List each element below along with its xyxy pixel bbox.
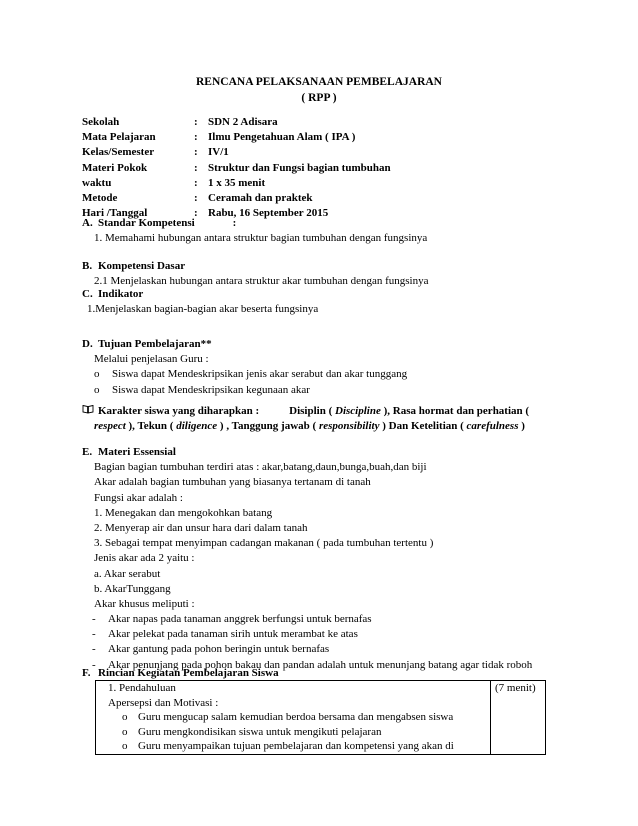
identity-key: Hari /Tanggal [82, 207, 148, 220]
bullet-marker: o [122, 711, 128, 724]
karakter-term: carefulness [466, 420, 519, 433]
materi-line: a. Akar serabut [94, 567, 161, 580]
materi-line: Akar adalah bagian tumbuhan yang biasanya tertanam di tanah [94, 476, 371, 489]
section-c-heading [82, 287, 562, 302]
section-letter: F. [82, 667, 91, 679]
title-line-2: ( RPP ) [301, 92, 337, 104]
karakter-term: respect [94, 420, 126, 433]
list-item-text: Siswa dapat Mendeskripsikan jenis akar serabut dan akar tunggang [112, 368, 408, 381]
document-title [0, 74, 638, 106]
karakter-text: ) [521, 420, 525, 433]
karakter-text: ) , Tanggung jawab ( [219, 420, 317, 433]
identity-key: Sekolah [82, 116, 120, 128]
activity-item [100, 725, 486, 740]
dash-item [82, 612, 582, 627]
dash-item-text: Akar penunjang pada pohon bakau dan pandan adalah untuk menunjang batang agar tidak roboh [108, 658, 533, 671]
dash-item [82, 642, 582, 657]
section-b-item: 2.1 Menjelaskan hubungan antara struktur akar tumbuhan dengan fungsinya [94, 275, 429, 288]
section-a-item: 1. Memahami hubungan antara struktur bagian tumbuhan dengan fungsinya [94, 232, 428, 245]
section-title: Kompetensi Dasar [98, 260, 186, 272]
section-title: Materi Essensial [98, 446, 176, 458]
list-item [82, 367, 562, 382]
section-title: Rincian Kegiatan Pembelajaran Siswa [98, 667, 279, 679]
materi-line: Bagian bagian tumbuhan terdiri atas : akar,batang,daun,bunga,buah,dan biji [94, 461, 427, 474]
materi-line: 3. Sebagai tempat menyimpan cadangan makanan ( pada tumbuhan tertentu ) [94, 537, 434, 550]
identity-value: Ceramah dan praktek [208, 191, 313, 204]
karakter-text: ), Rasa hormat dan perhatian ( [383, 405, 530, 417]
identity-value: IV/1 [208, 146, 229, 159]
dash-item-text: Akar pelekat pada tanaman sirih untuk merambat ke atas [108, 628, 358, 641]
karakter-text: ) Dan Ketelitian ( [382, 420, 464, 433]
karakter-text: Disiplin ( [289, 405, 333, 417]
section-letter: A. [82, 217, 93, 229]
identity-block [82, 115, 391, 221]
materi-line: b. AkarTunggang [94, 582, 171, 595]
section-a [82, 216, 562, 246]
section-a-heading [82, 216, 562, 231]
section-b-heading [82, 259, 562, 274]
materi-line: Fungsi akar adalah : [94, 491, 183, 504]
section-c [82, 287, 562, 317]
karakter-text: ), Tekun ( [128, 420, 174, 433]
section-c-item: 1.Menjelaskan bagian-bagian akar beserta fungsinya [87, 303, 319, 316]
karakter-section [82, 404, 562, 434]
activity-item-text: Guru mengkondisikan siswa untuk mengikuti pelajaran [138, 725, 382, 738]
list-item-text: Siswa dapat Mendeskripsikan kegunaan akar [112, 383, 310, 396]
section-d [82, 337, 562, 398]
section-e-heading [82, 445, 582, 460]
title-line-1: RENCANA PELAKSANAAN PEMBELAJARAN [196, 76, 442, 88]
activity-item-text: Guru mengucap salam kemudian berdoa bersama dan mengabsen siswa [138, 711, 454, 724]
karakter-term: diligence [176, 420, 218, 433]
section-d-intro: Melalui penjelasan Guru : [94, 353, 209, 366]
section-colon: : [232, 217, 237, 229]
dash-marker: - [92, 628, 96, 641]
identity-value: Struktur dan Fungsi bagian tumbuhan [208, 161, 391, 174]
identity-value: SDN 2 Adisara [208, 116, 278, 128]
bullet-marker: o [122, 725, 128, 738]
identity-value: 1 x 35 menit [208, 176, 266, 189]
karakter-term: responsibility [318, 420, 380, 433]
section-letter: C. [82, 288, 93, 300]
materi-line: Jenis akar ada 2 yaitu : [94, 552, 195, 565]
table-row [96, 681, 546, 755]
identity-key: waktu [82, 176, 112, 189]
section-e [82, 445, 582, 673]
identity-sep: : [194, 161, 198, 174]
identity-sep: : [194, 131, 198, 144]
book-icon [82, 404, 98, 419]
karakter-line-2 [82, 419, 562, 434]
list-item [82, 383, 562, 398]
karakter-line-1 [82, 404, 562, 419]
identity-sep: : [194, 146, 198, 159]
identity-key: Metode [82, 191, 118, 204]
activity-item-text: Guru menyampaikan tujuan pembelajaran dan kompetensi yang akan di [138, 740, 454, 753]
dash-item-text: Akar gantung pada pohon beringin untuk bernafas [108, 643, 330, 656]
identity-row [82, 176, 391, 191]
dash-marker: - [92, 643, 96, 656]
identity-sep: : [194, 176, 198, 189]
section-f-heading [82, 666, 562, 681]
identity-sep: : [194, 191, 198, 204]
identity-value: Ilmu Pengetahuan Alam ( IPA ) [208, 131, 356, 144]
dash-marker: - [92, 658, 96, 671]
kegiatan-table [95, 680, 546, 755]
activity-item [100, 710, 486, 725]
section-letter: D. [82, 338, 93, 350]
section-title: Standar Kompetensi [98, 217, 195, 229]
dash-item [82, 627, 582, 642]
identity-sep: : [194, 207, 198, 220]
section-b [82, 259, 562, 289]
section-title: Tujuan Pembelajaran** [98, 338, 212, 350]
identity-row [82, 130, 391, 145]
karakter-label: Karakter siswa yang diharapkan : [98, 405, 260, 417]
bullet-marker: o [94, 383, 100, 396]
activity-item [100, 739, 486, 754]
identity-row [82, 191, 391, 206]
identity-key: Kelas/Semester [82, 146, 155, 159]
identity-key: Materi Pokok [82, 161, 148, 174]
activity-sub: Apersepsi dan Motivasi : [108, 696, 219, 709]
section-d-heading [82, 337, 562, 352]
identity-key: Mata Pelajaran [82, 131, 156, 144]
dash-marker: - [92, 613, 96, 626]
time-cell: (7 menit) [491, 681, 546, 755]
section-f [82, 666, 562, 681]
bullet-marker: o [94, 368, 100, 381]
dash-item-text: Akar napas pada tanaman anggrek berfungsi untuk bernafas [108, 613, 372, 626]
section-title: Indikator [98, 288, 144, 300]
identity-row [82, 145, 391, 160]
identity-row [82, 161, 391, 176]
identity-row [82, 115, 391, 130]
bullet-marker: o [122, 740, 128, 753]
section-letter: E. [82, 446, 93, 458]
materi-line: 2. Menyerap air dan unsur hara dari dalam tanah [94, 521, 308, 534]
materi-line: 1. Menegakan dan mengokohkan batang [94, 506, 273, 519]
materi-line: Akar khusus meliputi : [94, 597, 195, 610]
section-letter: B. [82, 260, 93, 272]
activity-stage: 1. Pendahuluan [108, 682, 176, 694]
identity-value: Rabu, 16 September 2015 [208, 207, 329, 220]
identity-sep: : [194, 116, 198, 128]
activity-cell [96, 681, 491, 755]
karakter-term: Discipline [335, 405, 381, 417]
